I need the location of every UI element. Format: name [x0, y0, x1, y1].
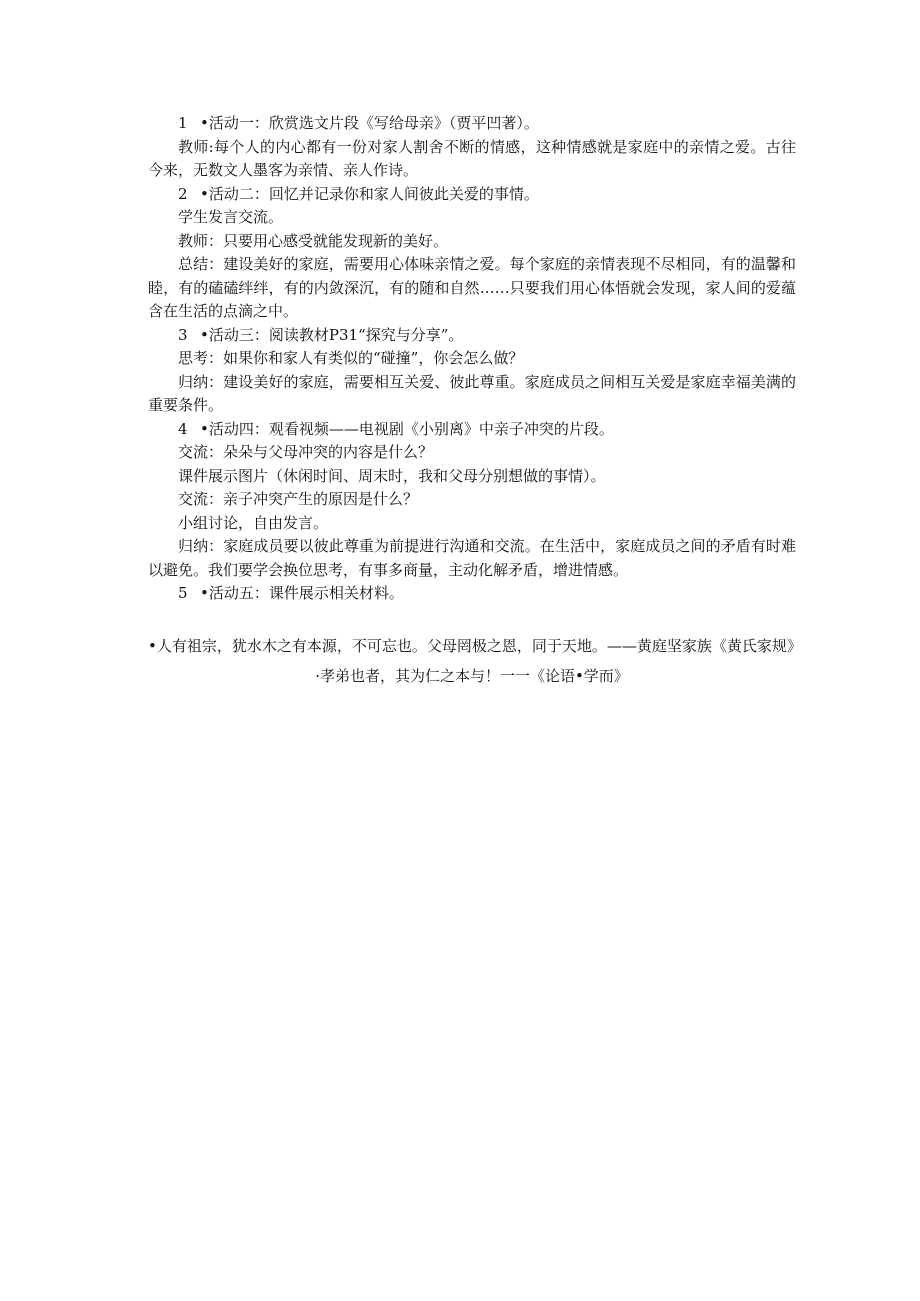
- paragraph: [148, 253, 796, 324]
- paragraph-text: •活动三：阅读教材P31“探究与分享”。: [200, 325, 464, 344]
- paragraph-text: 思考：如果你和家人有类似的“碰撞”，你会怎么做？: [178, 349, 524, 367]
- paragraph-text: 总结：建设美好的家庭，需要用心体味亲情之爱。每个家庭的亲情表现不尽相同，有的温馨和睦，有的磕磕绊绊，有的内敛深沉，有的随和自然……只要我们用心体悟就会发现，家人间的爱蕴含在生活的点滴之中。: [148, 255, 796, 320]
- paragraph: [148, 465, 796, 489]
- activity-number: 4: [178, 419, 188, 438]
- paragraph: [148, 136, 796, 183]
- quote-analects: ·孝弟也者，其为仁之本与！一一《论语•学而》: [315, 666, 629, 685]
- paragraph: [148, 324, 796, 348]
- paragraph-text: •活动一：欣赏选文片段《写给母亲》（贾平凹著）。: [200, 114, 539, 132]
- document-page: [148, 112, 802, 693]
- paragraph: [148, 535, 796, 582]
- paragraph: [148, 418, 796, 442]
- paragraph: [148, 488, 796, 512]
- paragraph: [148, 112, 796, 136]
- paragraph-text: 教师：只要用心感受就能发现新的美好。: [178, 231, 449, 250]
- quote-block: [148, 633, 802, 689]
- paragraph: [148, 347, 796, 371]
- paragraph: [148, 371, 796, 418]
- paragraph-text: 教师:每个人的内心都有一份对家人割舍不断的情感，这种情感就是家庭中的亲情之爱。古往今来，无数文人墨客为亲情、亲人作诗。: [148, 137, 796, 179]
- paragraph-text: •活动五：课件展示相关材料。: [200, 584, 404, 602]
- paragraph: [148, 230, 796, 254]
- paragraph: [148, 206, 796, 230]
- paragraph-text: 课件展示图片（休闲时间、周末时，我和父母分别想做的事情）。: [178, 466, 606, 485]
- activity-section: [148, 112, 796, 606]
- activity-number: 2: [178, 184, 188, 203]
- paragraph-text: 交流：亲子冲突产生的原因是什么？: [178, 490, 419, 508]
- paragraph: [148, 512, 796, 536]
- activity-number: 1: [178, 114, 188, 132]
- quote-huang-family: •人有祖宗，犹水木之有本源，不可忘也。父母罔极之恩，同于天地。——黄庭坚家族《黄氏家规》: [148, 636, 802, 655]
- paragraph-text: •活动四：观看视频——电视剧《小别离》中亲子冲突的片段。: [200, 419, 614, 438]
- paragraph-text: •活动二：回忆并记录你和家人间彼此关爱的事情。: [200, 184, 539, 203]
- paragraph-text: 交流：朵朵与父母冲突的内容是什么？: [178, 443, 434, 461]
- paragraph-text: 学生发言交流。: [178, 208, 284, 226]
- activity-number: 3: [178, 325, 188, 344]
- paragraph: [148, 441, 796, 465]
- paragraph-text: 归纳：家庭成员要以彼此尊重为前提进行沟通和交流。在生活中，家庭成员之间的矛盾有时难以避免。我们要学会换位思考，有事多商量，主动化解矛盾，增进情感。: [148, 537, 796, 579]
- paragraph: [148, 582, 796, 606]
- paragraph-text: 归纳：建设美好的家庭，需要相互关爱、彼此尊重。家庭成员之间相互关爱是家庭幸福美满的重要条件。: [148, 372, 796, 414]
- paragraph-text: 小组讨论，自由发言。: [178, 513, 329, 532]
- activity-number: 5: [178, 584, 188, 602]
- paragraph: [148, 183, 796, 207]
